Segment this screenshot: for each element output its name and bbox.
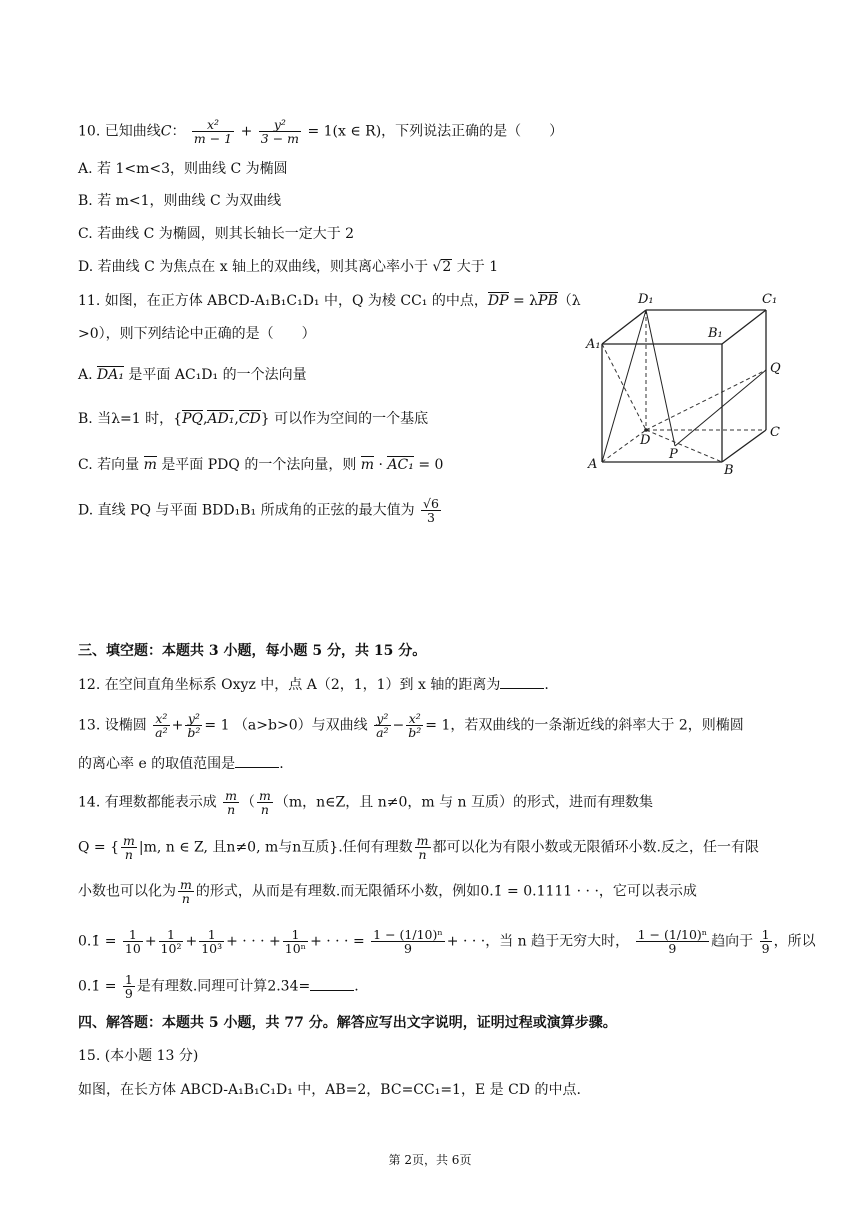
q11-stem-cont: >0），则下列结论中正确的是（ ） bbox=[78, 326, 316, 342]
q10-option-c: C. 若曲线 C 为椭圆，则其长轴长一定大于 2 bbox=[78, 226, 355, 242]
q10-option-d: D. 若曲线 C 为焦点在 x 轴上的双曲线，则其离心率小于 √2 大于 1 bbox=[78, 259, 499, 275]
label-b1: B₁ bbox=[708, 326, 723, 341]
cube-figure bbox=[582, 290, 797, 480]
q10-option-a: A. 若 1<m<3，则曲线 C 为椭圆 bbox=[78, 161, 288, 177]
q12: 12. 在空间直角坐标系 Oxyz 中，点 A（2，1，1）到 x 轴的距离为 . bbox=[78, 677, 549, 693]
q15-text: 如图，在长方体 ABCD-A₁B₁C₁D₁ 中，AB=2，BC=CC₁=1，E 是 CD 的中点. bbox=[78, 1082, 581, 1098]
label-c1: C₁ bbox=[762, 292, 778, 307]
q11-option-c: C. 若向量 m 是平面 PDQ 的一个法向量，则 m · AC₁ = 0 bbox=[78, 457, 444, 473]
q14-line5: 0.1̇ = $\frac{1}{9}$ 是有理数.同理可计算2.3̇4̇= . bbox=[78, 972, 359, 1001]
q13: 13. 设椭圆 $\frac{\text{x²}}{\text{a²}}$ + $\frac{\text{y²}}{\text{b²}}$ = 1 （a>b>0）与双曲线 $\frac{\text{y²}}{\text{a²}}$ − $\frac{\text{x²}}{\text{b²}}$ = 1，若双曲线的一条渐近线的斜率大于 2，则椭圆 bbox=[78, 711, 744, 740]
q10-option-b: B. 若 m<1，则曲线 C 为双曲线 bbox=[78, 193, 282, 209]
page-footer: 第 2页，共 6页 bbox=[388, 1153, 472, 1167]
q11-option-d: D. 直线 PQ 与平面 BDD₁B₁ 所成角的正弦的最大值为 $\frac{√6}{3}$ bbox=[78, 496, 439, 525]
q13-cont: 的离心率 e 的取值范围是 . bbox=[78, 756, 284, 772]
section3-heading: 三、填空题：本题共 3 小题，每小题 5 分，共 15 分。 bbox=[78, 643, 427, 659]
q15-head: 15. (本小题 13 分) bbox=[78, 1048, 199, 1064]
q11-option-b: B. 当λ=1 时，{PQ,AD₁,CD} 可以作为空间的一个基底 bbox=[78, 411, 429, 427]
label-d1: D₁ bbox=[638, 292, 654, 307]
q11-stem: 11. 如图，在正方体 ABCD-A₁B₁C₁D₁ 中，Q 为棱 CC₁ 的中点，DP = λPB（λ bbox=[78, 293, 581, 309]
label-a1: A₁ bbox=[586, 337, 601, 352]
label-d: D bbox=[640, 433, 651, 448]
q11-option-a: A. DA₁ 是平面 AC₁D₁ 的一个法向量 bbox=[78, 367, 307, 383]
label-q: Q bbox=[770, 361, 781, 376]
label-p: P bbox=[669, 447, 678, 462]
label-b: B bbox=[724, 463, 734, 478]
section4-heading: 四、解答题：本题共 5 小题，共 77 分。解答应写出文字说明，证明过程或演算步骤。 bbox=[78, 1015, 617, 1031]
q14-line3: 小数也可以化为 $\frac{m}{n}$ 的形式，从而是有理数.而无限循环小数，例如0.1̇ = 0.1111 · · ·，它可以表示成 bbox=[78, 877, 697, 906]
q10-stem: 10. 已知曲线C： $\frac{\text{x²}}{m - 1}$ + $\frac{\text{y²}}{3 - m}$ = 1(x ∈ R)，下列说法正确的是（ ） bbox=[78, 117, 564, 146]
q14-line2: Q = { $\frac{m}{n}$ |m, n ∈ Z, 且n≠0, m与n互质}.任何有理数 $\frac{m}{n}$ 都可以化为有限小数或无限循环小数.反之，任一有限 bbox=[78, 833, 759, 862]
q14-line1: 14. 有理数都能表示成 $\frac{m}{n}$ （ $\frac{m}{n}$ （m，n∈Z，且 n≠0，m 与 n 互质）的形式，进而有理数集 bbox=[78, 788, 654, 817]
label-a: A bbox=[588, 457, 598, 472]
label-c: C bbox=[770, 425, 780, 440]
q14-line4: 0.1̇ = $\frac{1}{10}$ + $\frac{1}{\text{10²}}$ + $\frac{1}{\text{10³}}$ + · · · + $\frac{1}{\text{10ⁿ}}$ + · · · = $\frac{\text{1 − (1/10)ⁿ}}{9}$ + · · ·，当 n 趋于无穷大时， $\frac{\text{1 − (1/10)ⁿ}}{9}$ 趋向于 $\frac{1}{9}$ ，所以 bbox=[78, 927, 816, 956]
